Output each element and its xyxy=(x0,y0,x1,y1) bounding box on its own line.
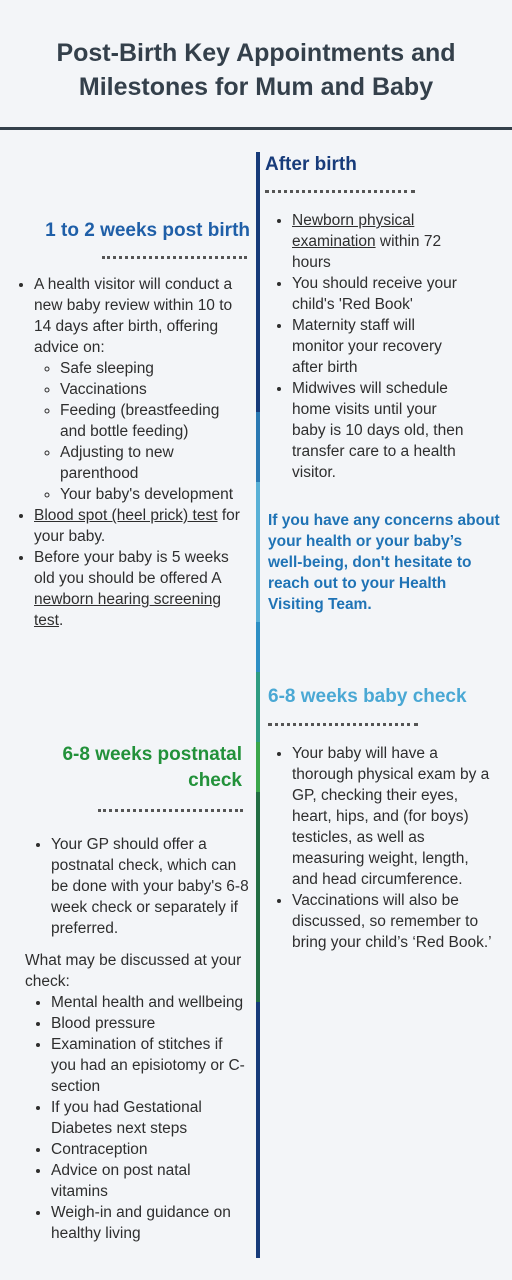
postnatal-title: 6-8 weeks postnatal check xyxy=(62,744,242,791)
after-birth-title: After birth xyxy=(265,154,357,175)
list-item: • Maternity staff will monitor your recovery after birth xyxy=(292,315,470,378)
discuss-intro: What may be discussed at your check: xyxy=(25,952,242,990)
baby-check-title: 6-8 weeks baby check xyxy=(268,686,467,707)
header-divider xyxy=(0,127,512,130)
weeks-1-2-title: 1 to 2 weeks post birth xyxy=(45,220,250,241)
sub-list-item: ◦ Adjusting to new parenthood xyxy=(60,442,248,484)
list-item: • A health visitor will conduct a new baby review within 10 to 14 days after birth, offering advice on: ◦ Safe sleeping ◦ Vaccinations ◦ Feeding (breastfeeding and bottle feeding) ◦ Adjusting to new parenthood ◦ Your baby's development xyxy=(34,274,248,505)
list-item: • Your baby will have a thorough physical exam by a GP, checking their eyes, heart, hips, and (for boys) testicles, as well as measuring weight, length, and head circumference. xyxy=(292,743,498,890)
list-item: • Before your baby is 5 weeks old you should be offered A newborn hearing screening test. xyxy=(34,547,248,631)
after-birth-list xyxy=(270,210,470,483)
page-title: Post-Birth Key Appointments and Milestones for Mum and Baby xyxy=(56,39,456,101)
sub-list-item: ◦ Safe sleeping xyxy=(60,358,248,379)
sub-list-item: ◦ Vaccinations xyxy=(60,379,248,400)
list-item: • Vaccinations will also be discussed, so remember to bring your child’s ‘Red Book.’ xyxy=(292,890,498,953)
weeks-1-2-list xyxy=(12,274,248,631)
sub-list-item: ◦ Feeding (breastfeeding and bottle feeding) xyxy=(60,400,248,442)
postnatal-gp xyxy=(29,834,249,939)
after-birth-dots xyxy=(265,190,415,193)
advice-sublist xyxy=(34,358,248,505)
header xyxy=(0,0,512,128)
baby-check-dots xyxy=(268,723,418,726)
list-item: • If you had Gestational Diabetes next steps xyxy=(51,1097,251,1139)
list-item: • Blood pressure xyxy=(51,1013,251,1034)
list-item: • Advice on post natal vitamins xyxy=(51,1160,251,1202)
baby-check-list xyxy=(270,743,498,953)
hearing-test-link[interactable]: newborn hearing screening test xyxy=(34,591,221,629)
newborn-exam-link[interactable]: Newborn physical examination xyxy=(292,212,415,250)
list-item: • Contraception xyxy=(51,1139,251,1160)
weeks-1-2-dots xyxy=(102,256,247,259)
list-item: • You should receive your child's 'Red Book' xyxy=(292,273,470,315)
concerns-callout: If you have any concerns about your health or your baby’s well-being, don't hesitate to reach out to your Health Visiting Team. xyxy=(268,512,500,613)
list-item: • Weigh-in and guidance on healthy living xyxy=(51,1202,251,1244)
list-item: • Your GP should offer a postnatal check, which can be done with your baby's 6-8 week check or separately if preferred. xyxy=(51,834,249,939)
sub-list-item: ◦ Your baby's development xyxy=(60,484,248,505)
blood-spot-link[interactable]: Blood spot (heel prick) test xyxy=(34,507,218,524)
list-item: • Examination of stitches if you had an episiotomy or C-section xyxy=(51,1034,251,1097)
timeline-line xyxy=(256,152,260,1258)
postnatal-dots xyxy=(98,809,243,812)
list-item: • Midwives will schedule home visits until your baby is 10 days old, then transfer care to a health visitor. xyxy=(292,378,470,483)
list-item: • Mental health and wellbeing xyxy=(51,992,251,1013)
list-item: • Newborn physical examination within 72 hours xyxy=(292,210,470,273)
postnatal-discuss xyxy=(25,950,251,1244)
list-item: • Blood spot (heel prick) test for your baby. xyxy=(34,505,248,547)
